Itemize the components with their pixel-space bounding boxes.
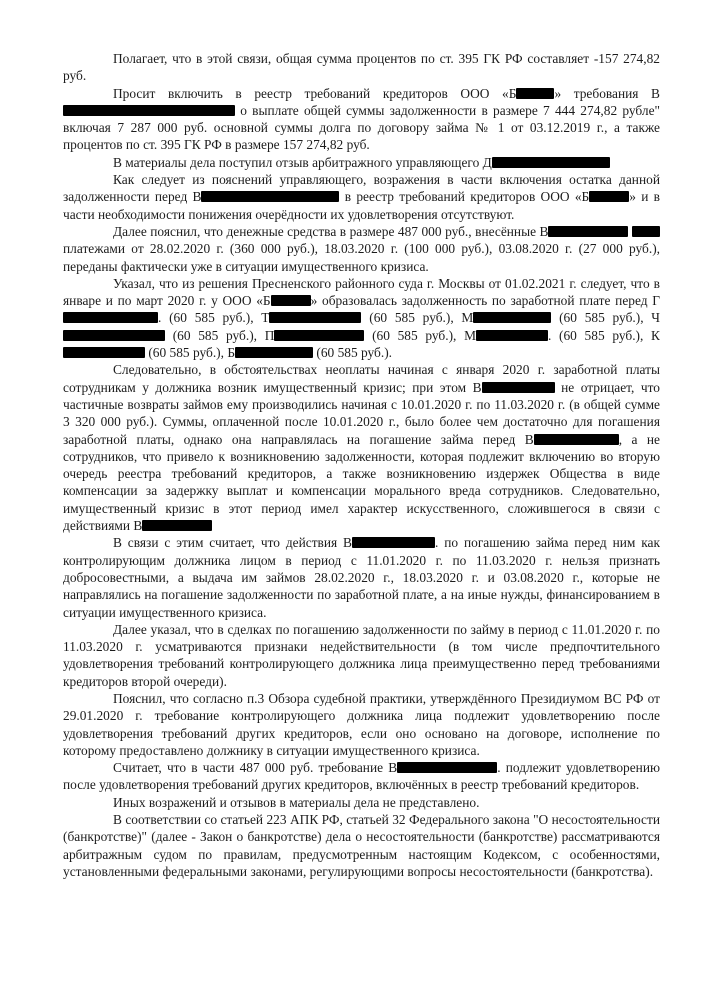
paragraph-12	[63, 794, 660, 811]
text-run: . (60 585 руб.), К	[547, 327, 660, 343]
redaction-bar	[352, 537, 435, 548]
text-run: В материалы дела поступил отзыв арбитражного управляющего Д	[113, 154, 492, 170]
paragraph-5	[63, 223, 660, 275]
paragraph-4	[63, 171, 660, 223]
text-run: В связи с этим считает, что действия В	[113, 535, 352, 551]
paragraph-9	[63, 621, 660, 690]
redaction-bar	[63, 347, 145, 358]
redaction-bar	[534, 434, 619, 445]
redaction-bar	[201, 191, 339, 202]
text-run: Иных возражений и отзывов в материалы дела не представлено.	[113, 794, 480, 810]
paragraph-13	[63, 811, 660, 880]
text-run: » и в части необходимости понижения очерёдности их удовлетворения отсутствуют.	[63, 189, 660, 222]
redaction-bar	[269, 312, 361, 323]
text-run: » образовалась задолженность по заработной плате перед Г	[310, 293, 661, 309]
text-run: » требования В	[554, 85, 660, 101]
paragraph-1	[63, 50, 660, 85]
redaction-bar	[482, 382, 555, 393]
text-run: (60 585 руб.), П	[165, 327, 275, 343]
redaction-bar	[63, 312, 158, 323]
redaction-bar	[271, 295, 311, 306]
text-run: Полагает, что в этой связи, общая сумма процентов по ст. 395 ГК РФ составляет -157 274,82 руб.	[63, 51, 660, 84]
text-run: Далее пояснил, что денежные средства в размере 487 000 руб., внесённые В	[113, 223, 549, 239]
redaction-bar	[397, 762, 497, 773]
paragraph-2	[63, 85, 660, 154]
text-run: . подлежит удовлетворению после удовлетворения требований других кредиторов, включённых в реестр требований кредиторов.	[63, 760, 660, 793]
text-run: (60 585 руб.), М	[364, 327, 476, 343]
redaction-bar	[142, 520, 212, 531]
text-run: о выплате общей суммы задолженности в размере 7 444 274,82 рубле" включая 7 287 000 руб. основной суммы долга по договору займа № 1 от 03.12.2019 г., а также процентов по ст. 395 ГК РФ в размере 157 274,82 руб.	[63, 102, 660, 153]
redaction-bar	[548, 226, 628, 237]
redaction-bar	[492, 157, 610, 168]
redaction-bar	[516, 88, 554, 99]
paragraph-11	[63, 759, 660, 794]
text-run: Как следует из пояснений управляющего, возражения в части включения остатка данной задолженности перед В	[63, 172, 660, 205]
paragraph-8	[63, 534, 660, 620]
text-run: Следовательно, в обстоятельствах неоплаты начиная с января 2020 г. заработной платы сотрудникам у должника возник имущественный кризис; при этом В	[63, 362, 660, 395]
text-run: не отрицает, что частичные возвраты займов ему производились начиная с 10.01.2020 г. по 11.03.2020 г. (в общей сумме 3 320 000 руб.). Суммы, оплаченной после 10.01.2020 г., было более чем достаточно для погашения заработной платы, однако она направлялась на погашение займа перед В	[63, 379, 660, 447]
paragraph-10	[63, 690, 660, 759]
redaction-bar	[473, 312, 551, 323]
text-run: платежами от 28.02.2020 г. (360 000 руб.), 18.03.2020 г. (100 000 руб.), 03.08.2020 г. (27 000 руб.), переданы фактически уже в ситуации имущественного кризиса.	[63, 241, 660, 274]
redaction-bar	[274, 330, 364, 341]
paragraph-7	[63, 361, 660, 534]
text-run: (60 585 руб.).	[313, 345, 393, 361]
paragraph-6	[63, 275, 660, 361]
text-run: (60 585 руб.), Б	[145, 345, 236, 361]
text-run: Далее указал, что в сделках по погашению задолженности по займу в период с 11.01.2020 г. по 11.03.2020 г. усматриваются признаки недействительности (в том числе предпочтительного удовлетворения требований контролирующего должника лица преимущественно перед требованиями кредиторов второй очереди).	[63, 621, 660, 689]
text-run: Пояснил, что согласно п.3 Обзора судебной практики, утверждённого Президиумом ВС РФ от 29.01.2020 г. требование контролирующего должника лица подлежит удовлетворению после удовлетворения требований других кредиторов, если оно основано на договоре, исполнение по которому предоставлено должнику в ситуации имущественного кризиса.	[63, 690, 660, 758]
text-run: . (60 585 руб.), Т	[158, 310, 270, 326]
redaction-bar	[632, 226, 660, 237]
paragraph-3	[63, 154, 660, 171]
redaction-bar	[476, 330, 548, 341]
text-run: Просит включить в реестр требований кредиторов ООО «Б	[113, 85, 517, 101]
redaction-bar	[235, 347, 313, 358]
redaction-bar	[63, 105, 235, 116]
redaction-bar	[63, 330, 165, 341]
text-run: Считает, что в части 487 000 руб. требование В	[113, 760, 398, 776]
text-run: . по погашению займа перед ним как контролирующим должника лицом в период с 11.01.2020 г. по 11.03.2020 г. нельзя признать добросовестными, а выдача им займов 28.02.2020 г., 18.03.2020 г. и 03.08.2020 г., которые не направлялись на погашение задолженности по заработной плате, а на иные нужды, финансированием в ситуации имущественного кризиса.	[63, 535, 660, 620]
text-run: Указал, что из решения Пресненского районного суда г. Москвы от 01.02.2021 г. следует, что в январе и по март 2020 г. у ООО «Б	[63, 275, 660, 309]
text-run: (60 585 руб.), Ч	[551, 310, 660, 326]
document-body	[63, 50, 660, 880]
text-run: , а не сотрудников, что привело к возникновению задолженности, которая подлежит включению во вторую очередь реестра требований кредиторов, а также возникновению издержек Общества в виде компенсации за задержку выплат и компенсации морального вреда сотрудников. Следовательно, имущественный кризис в этот период имел характер искусственного, сложившегося в связи с действиями В	[63, 431, 660, 534]
text-run: В соответствии со статьей 223 АПК РФ, статьей 32 Федерального закона "О несостоятельности (банкротстве)" (далее - Закон о банкротстве) дела о несостоятельности (банкротстве) рассматриваются арбитражным судом по правилам, предусмотренным настоящим Кодексом, с особенностями, установленными федеральными законами, регулирующими вопросы несостоятельности (банкротства).	[63, 812, 660, 879]
text-run: в реестр требований кредиторов ООО «Б	[339, 189, 590, 205]
text-run: (60 585 руб.), М	[361, 310, 474, 326]
redaction-bar	[589, 191, 629, 202]
